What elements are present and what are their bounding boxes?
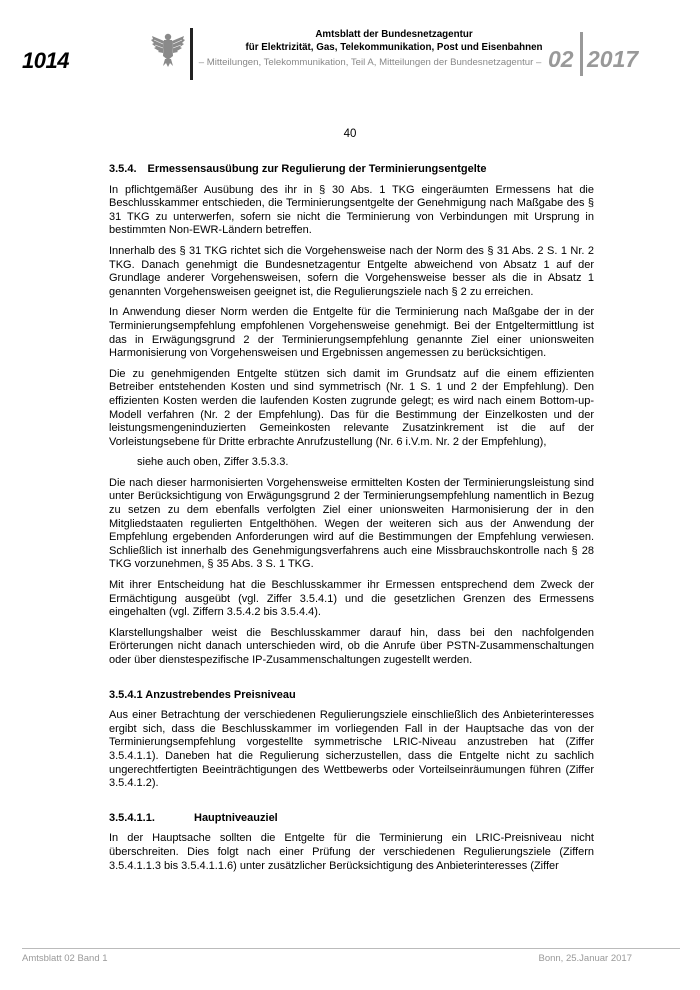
paragraph: In pflichtgemäßer Ausübung des ihr in § 30 Abs. 1 TKG eingeräumten Ermessens hat die Beschlusskammer entschieden, die Terminierungsentgelte der Genehmigung nach Maßgabe des § 31 TKG zu unterwerfen, sofern sie nicht die Terminierung von Verbindungen mit Ursprung in bestimmten Non-EWR-Ländern betreffen. bbox=[109, 183, 594, 237]
paragraph: Die zu genehmigenden Entgelte stützen sich damit im Grundsatz auf die einem effizienten Betreiber entstehenden Kosten und sind symmetrisch (Nr. 1 S. 1 und 2 der Empfehlung). Den effizienten Kosten werden die laufenden Kosten zugrunde gelegt; es wird nach einem Bottom-up-Modell verfahren (Nr. 2 der Empfehlung). Das für die Bestimmung der Einzelkosten und der leistungsmengeninduzierten Gemeinkosten relevante Zusatzinkrement ist die auf der Vorleistungsebene für Dritte erbrachte Anrufzustellung (Nr. 6 i.V.m. Nr. 2 der Empfehlung), bbox=[109, 367, 594, 448]
publication-title bbox=[200, 29, 588, 54]
footer-date: Bonn, 25.Januar 2017 bbox=[538, 953, 632, 964]
publication-title-line1: Amtsblatt der Bundesnetzagentur bbox=[315, 29, 473, 40]
paragraph: In der Hauptsache sollten die Entgelte für die Terminierung ein LRIC-Preisniveau nicht überschreiten. Dies folgt nach einer Prüfung der verschiedenen Regulierungsziele (Ziffern 3.5.4.1.1.3 bis 3.5.4.1.1.6) unter zusätzlicher Berücksichtigung des Anbieterinteresses (Ziffer bbox=[109, 832, 594, 872]
issue-divider bbox=[580, 32, 583, 76]
document-page-number: 40 bbox=[343, 128, 357, 140]
main-content bbox=[109, 163, 594, 880]
paragraph: Aus einer Betrachtung der verschiedenen Regulierungsziele einschließlich des Anbieterinteresses ergibt sich, dass die Beschlusskammer im vorliegenden Fall in der Hauptsache das von der Terminierungsempfehlung vorgestellte symmetrische LRIC-Niveau anzustreben hat (Ziffer 3.5.4.1.1). Daneben hat die Regulierung sicherzustellen, dass die Entgelte nicht zu sachlich ungerechtfertigten Beeinträchtigungen des Wettbewerbs oder Vorteilseinräumungen führen (Ziffer 3.5.4.1.2). bbox=[109, 709, 594, 790]
publication-subtitle: – Mitteilungen, Telekommunikation, Teil A, Mitteilungen der Bundesnetzagentur – bbox=[198, 57, 542, 68]
paragraph: Mit ihrer Entscheidung hat die Beschlusskammer ihr Ermessen entsprechend dem Zweck der Ermächtigung ausgeübt (vgl. Ziffer 3.5.4.1) und die gesetzlichen Grenzen des Ermessens eingehalten (vgl. Ziffern 3.5.4.2 bis 3.5.4.4). bbox=[109, 579, 594, 619]
paragraph: Innerhalb des § 31 TKG richtet sich die Vorgehensweise nach der Norm des § 31 Abs. 2 S. 1 Nr. 2 TKG. Danach genehmigt die Bundesnetzagentur Entgelte abweichend von Absatz 1 auf der Grundlage anderer Vorgehensweisen, sofern die Vorgehensweise besser als die in Absatz 1 genannten Vorgehensweisen geeignet ist, die Regulierungsziele nach § 2 zu erreichen. bbox=[109, 244, 594, 298]
heading-number: 3.5.4.1.1. bbox=[109, 811, 155, 824]
section-heading: 3.5.4. Ermessensausübung zur Regulierung der Terminierungsentgelte bbox=[109, 163, 487, 175]
indented-paragraph: siehe auch oben, Ziffer 3.5.3.3. bbox=[137, 456, 289, 469]
federal-eagle-icon bbox=[150, 30, 186, 68]
footer-divider bbox=[22, 948, 680, 949]
paragraph: In Anwendung dieser Norm werden die Entgelte für die Terminierung nach Maßgabe der in der Terminierungsempfehlung empfohlenen Vorgehensweise genehmigt. Bei der Entgeltermittlung ist das in Erwägungsgrund 2 der Terminierungsempfehlung genannte Ziel einer unionsweiten Harmonisierung von Vorgehensweisen und Ergebnissen angemessen zu berücksichtigen. bbox=[109, 306, 594, 360]
header-divider bbox=[190, 28, 193, 80]
subsection-heading: 3.5.4.1 Anzustrebendes Preisniveau bbox=[109, 688, 296, 701]
issue-year: 2017 bbox=[587, 46, 639, 72]
subsubsection-heading bbox=[109, 812, 594, 826]
page-number: 1014 bbox=[22, 48, 69, 73]
paragraph: Klarstellungshalber weist die Beschlusskammer darauf hin, dass bei den nachfolgenden Erörterungen nicht danach unterschieden wird, ob die Anrufe über PSTN-Zusammenschaltungen oder über dienstespezifische IP-Zusammenschaltungen zugestellt werden. bbox=[109, 626, 594, 666]
footer-volume: Amtsblatt 02 Band 1 bbox=[22, 953, 108, 964]
heading-text: Hauptniveauziel bbox=[194, 811, 278, 824]
issue-number: 02 bbox=[548, 46, 574, 72]
publication-title-line2: für Elektrizität, Gas, Telekommunikation, Post und Eisenbahnen bbox=[245, 41, 543, 53]
paragraph: Die nach dieser harmonisierten Vorgehensweise ermittelten Kosten der Terminierungsleistung sind unter Berücksichtigung von Erwägungsgrund 2 der Terminierungsempfehlung namentlich in Bezug zu setzen zu dem ebenfalls verfolgten Ziel einer unionsweiten Harmonisierung der in den Mitgliedstaaten regulierten Entgelthöhen. Wegen der weiteren sich aus der Anwendung der Empfehlung ergebenden Anforderungen wird auf die Bestimmungen der Empfehlung verwiesen. Schließlich ist innerhalb des Genehmigungsverfahrens auch eine Missbrauchskontrolle nach § 28 TKG vorzunehmen, § 35 Abs. 3 S. 1 TKG. bbox=[109, 476, 594, 571]
